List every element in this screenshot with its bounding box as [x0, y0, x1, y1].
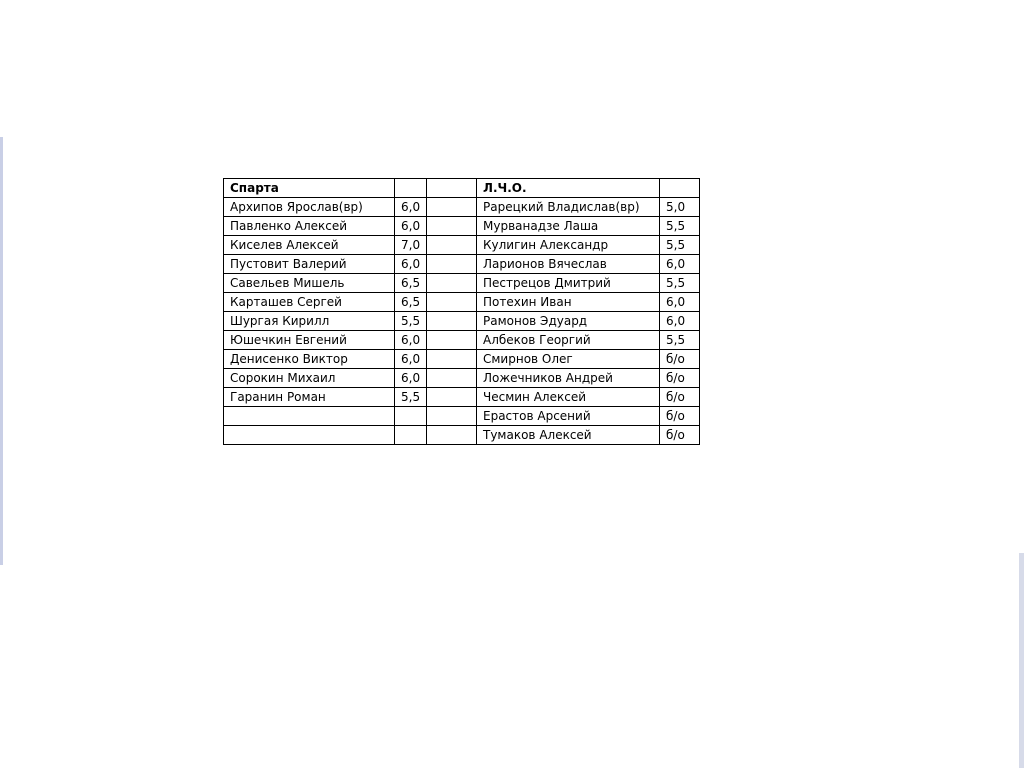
- left-player-score: 6,0: [395, 198, 427, 217]
- right-player-score: б/о: [660, 426, 700, 445]
- right-team-header: Л.Ч.О.: [477, 179, 660, 198]
- left-player-name: Денисенко Виктор: [224, 350, 395, 369]
- table-row: [224, 426, 700, 445]
- ratings-table-body: [224, 179, 700, 445]
- table-row: [224, 236, 700, 255]
- right-player-score: 5,5: [660, 236, 700, 255]
- right-player-score: 5,0: [660, 198, 700, 217]
- left-player-score: 6,0: [395, 217, 427, 236]
- spacer-cell: [427, 274, 477, 293]
- table-row: [224, 198, 700, 217]
- left-player-score: 6,0: [395, 369, 427, 388]
- right-player-score: б/о: [660, 369, 700, 388]
- right-player-score: 5,5: [660, 274, 700, 293]
- table-row: [224, 350, 700, 369]
- left-player-name: Савельев Мишель: [224, 274, 395, 293]
- left-score-header: [395, 179, 427, 198]
- right-player-name: Кулигин Александр: [477, 236, 660, 255]
- table-row: [224, 312, 700, 331]
- right-edge-strip: [1019, 553, 1024, 768]
- right-player-score: 5,5: [660, 331, 700, 350]
- right-player-name: Ложечников Андрей: [477, 369, 660, 388]
- right-player-name: Рарецкий Владислав(вр): [477, 198, 660, 217]
- table-row: [224, 274, 700, 293]
- table-row: [224, 255, 700, 274]
- left-player-name: Архипов Ярослав(вр): [224, 198, 395, 217]
- right-player-name: Мурванадзе Лаша: [477, 217, 660, 236]
- left-player-name: [224, 407, 395, 426]
- right-player-score: 6,0: [660, 293, 700, 312]
- left-player-name: Гаранин Роман: [224, 388, 395, 407]
- left-player-score: 5,5: [395, 312, 427, 331]
- table-row: [224, 293, 700, 312]
- left-player-name: Пустовит Валерий: [224, 255, 395, 274]
- left-player-score: [395, 407, 427, 426]
- table-row: [224, 217, 700, 236]
- right-player-name: Пестрецов Дмитрий: [477, 274, 660, 293]
- table-header-row: [224, 179, 700, 198]
- left-player-name: Павленко Алексей: [224, 217, 395, 236]
- spacer-cell: [427, 217, 477, 236]
- left-player-name: [224, 426, 395, 445]
- right-player-score: 5,5: [660, 217, 700, 236]
- right-player-name: Потехин Иван: [477, 293, 660, 312]
- left-player-name: Юшечкин Евгений: [224, 331, 395, 350]
- left-team-header: Спарта: [224, 179, 395, 198]
- spacer-cell: [427, 312, 477, 331]
- spacer-cell: [427, 369, 477, 388]
- right-player-name: Смирнов Олег: [477, 350, 660, 369]
- spacer-cell: [427, 407, 477, 426]
- right-player-name: Чесмин Алексей: [477, 388, 660, 407]
- right-player-name: Ерастов Арсений: [477, 407, 660, 426]
- right-player-name: Албеков Георгий: [477, 331, 660, 350]
- left-player-score: 7,0: [395, 236, 427, 255]
- right-player-score: 6,0: [660, 255, 700, 274]
- spacer-cell: [427, 198, 477, 217]
- left-player-name: Карташев Сергей: [224, 293, 395, 312]
- left-player-score: 5,5: [395, 388, 427, 407]
- spacer-cell: [427, 255, 477, 274]
- spacer-cell: [427, 350, 477, 369]
- left-player-score: 6,0: [395, 350, 427, 369]
- spacer-header: [427, 179, 477, 198]
- right-player-score: б/о: [660, 388, 700, 407]
- spacer-cell: [427, 388, 477, 407]
- spacer-cell: [427, 426, 477, 445]
- table-row: [224, 407, 700, 426]
- right-player-name: Рамонов Эдуард: [477, 312, 660, 331]
- right-player-score: б/о: [660, 407, 700, 426]
- right-player-score: б/о: [660, 350, 700, 369]
- spacer-cell: [427, 293, 477, 312]
- left-player-score: 6,5: [395, 274, 427, 293]
- left-player-score: 6,5: [395, 293, 427, 312]
- spacer-cell: [427, 331, 477, 350]
- left-player-name: Киселев Алексей: [224, 236, 395, 255]
- table-row: [224, 388, 700, 407]
- ratings-table: [223, 178, 700, 445]
- left-player-score: [395, 426, 427, 445]
- left-player-name: Шургая Кирилл: [224, 312, 395, 331]
- table-row: [224, 331, 700, 350]
- left-player-name: Сорокин Михаил: [224, 369, 395, 388]
- right-player-name: Ларионов Вячеслав: [477, 255, 660, 274]
- table-row: [224, 369, 700, 388]
- right-player-score: 6,0: [660, 312, 700, 331]
- left-edge-strip: [0, 137, 3, 565]
- right-score-header: [660, 179, 700, 198]
- left-player-score: 6,0: [395, 255, 427, 274]
- left-player-score: 6,0: [395, 331, 427, 350]
- spacer-cell: [427, 236, 477, 255]
- right-player-name: Тумаков Алексей: [477, 426, 660, 445]
